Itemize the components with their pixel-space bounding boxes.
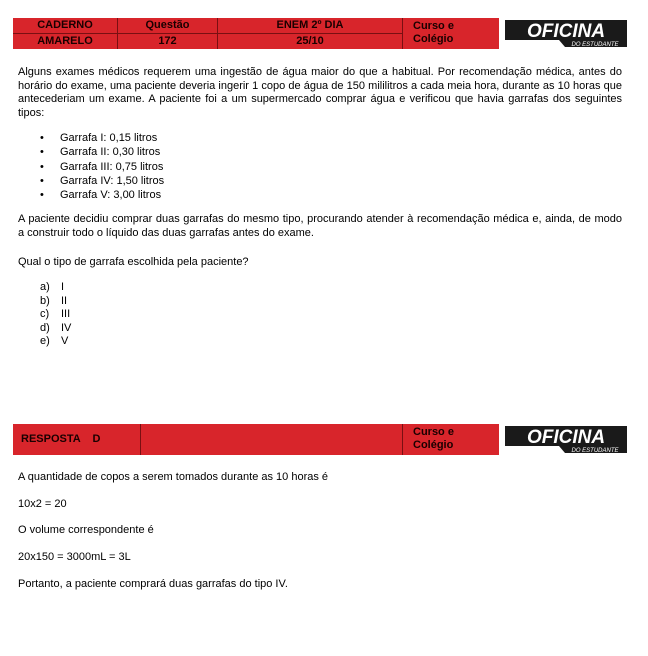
logo-sub-text: DO ESTUDANTE (571, 448, 619, 454)
question-intro: Alguns exames médicos requerem uma ingestão de água maior do que a habitual. Por recomendação médica, antes do horário do exame, uma paciente deveria ingerir 1 copo de água de 150 mililitros a cada meia hora, durante as 10 horas que antecederiam um exame. A paciente foi a um supermercado comprar água e verificou que havia garrafas dos seguintes tipos: (18, 66, 622, 119)
answer-line: A quantidade de copos a serem tomados durante as 10 horas é (18, 471, 329, 483)
list-item: • Garrafa II: 0,30 litros (40, 146, 161, 159)
curso-cell (403, 424, 499, 455)
questao-value: 172 (158, 35, 177, 47)
option-a: a) I (40, 281, 65, 293)
list-item: • Garrafa V: 3,00 litros (40, 189, 162, 202)
curso-line1: Curso e (413, 20, 454, 32)
question-prompt: Qual o tipo de garrafa escolhida pela paciente? (18, 256, 249, 268)
oficina-logo (499, 424, 630, 455)
question-decision: A paciente decidiu comprar duas garrafas do mesmo tipo, procurando atender à recomendação médica e, ainda, de modo a construir todo o líquido das duas garrafas antes do exame. (18, 213, 622, 239)
list-item: • Garrafa III: 0,75 litros (40, 160, 164, 173)
resposta-label: RESPOSTA D (13, 424, 141, 455)
bullet-icon: • (40, 160, 44, 173)
bullet-icon: • (40, 174, 44, 187)
list-item: • Garrafa I: 0,15 litros (40, 132, 158, 144)
oficina-logo (499, 18, 630, 49)
answer-line: 20x150 = 3000mL = 3L (18, 551, 131, 563)
option-b: b) II (40, 294, 68, 307)
curso-line2: Colégio (413, 33, 454, 45)
bottle-list (40, 131, 644, 202)
bullet-icon: • (40, 146, 44, 159)
curso-line1: Curso e (413, 426, 454, 438)
enem-cell (218, 18, 403, 49)
question-header-bar (13, 18, 630, 49)
caderno-label: CADERNO (13, 18, 117, 34)
bullet-icon: • (40, 189, 44, 202)
answer-line: O volume correspondente é (18, 524, 154, 536)
option-e: e) V (40, 335, 69, 348)
answer-header-bar (13, 424, 630, 455)
answer-blank-cell (141, 424, 403, 455)
enem-label: ENEM 2º DIA (218, 18, 402, 34)
logo-main-text: OFICINA (526, 427, 606, 448)
questao-label: Questão (118, 18, 217, 34)
logo-main-text: OFICINA (526, 21, 606, 42)
answer-options (40, 281, 644, 349)
option-c: c) III (40, 308, 71, 321)
caderno-value: AMARELO (37, 35, 93, 47)
option-d: d) IV (40, 321, 72, 334)
questao-cell (118, 18, 218, 49)
logo-sub-text: DO ESTUDANTE (571, 42, 619, 48)
answer-line: Portanto, a paciente comprará duas garrafas do tipo IV. (18, 578, 288, 590)
bullet-icon: • (40, 132, 44, 144)
curso-cell (403, 18, 499, 49)
answer-line: 10x2 = 20 (18, 498, 67, 510)
list-item: • Garrafa IV: 1,50 litros (40, 174, 165, 187)
enem-value: 25/10 (296, 35, 324, 47)
caderno-cell (13, 18, 118, 49)
curso-line2: Colégio (413, 439, 454, 451)
